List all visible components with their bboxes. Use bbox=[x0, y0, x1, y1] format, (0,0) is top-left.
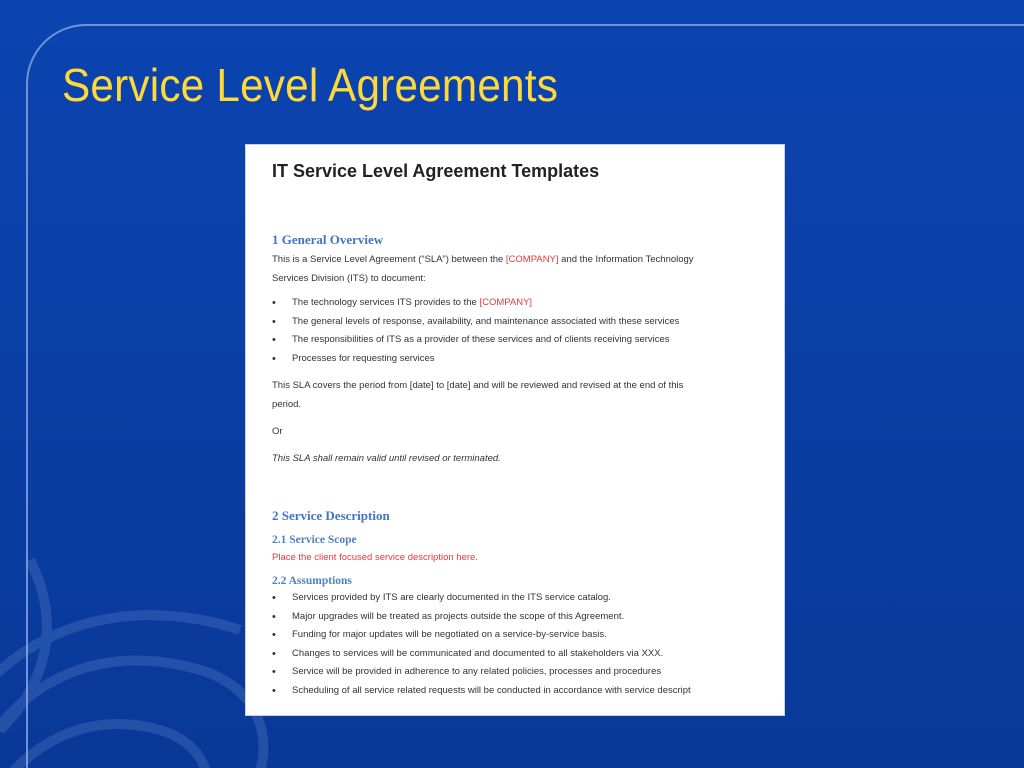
validity-note: This SLA shall remain valid until revised or terminated. bbox=[272, 453, 501, 464]
list-item: • Services provided by ITS are clearly documented in the ITS service catalog. bbox=[272, 589, 784, 608]
subsection-heading-assumptions: 2.2 Assumptions bbox=[272, 575, 352, 587]
company-placeholder: [COMPANY] bbox=[505, 254, 559, 265]
list-item: • Processes for requesting services bbox=[272, 350, 784, 369]
section-heading-service-description: 2 Service Description bbox=[272, 508, 390, 523]
document-image bbox=[246, 145, 784, 715]
section-heading-general-overview: 1 General Overview bbox=[272, 232, 384, 247]
intro-text-a: This is a Service Level Agreement (“SLA”) between the bbox=[272, 254, 506, 265]
subsection-heading-service-scope: 2.1 Service Scope bbox=[272, 534, 357, 546]
list-item: • Funding for major updates will be negotiated on a service-by-service basis. bbox=[272, 626, 784, 645]
period-line-1: This SLA covers the period from [date] to [date] and will be reviewed and revised at the end of this bbox=[272, 380, 684, 391]
list-item: • Service will be provided in adherence to any related policies, processes and procedures bbox=[272, 663, 784, 682]
list-item: • Scheduling of all service related requests will be conducted in accordance with service descript bbox=[272, 682, 784, 701]
bullet-text: The technology services ITS provides to the bbox=[292, 297, 480, 308]
slide-title: Service Level Agreements bbox=[62, 59, 559, 111]
company-placeholder: [COMPANY] bbox=[479, 297, 533, 308]
scope-placeholder-text: Place the client focused service description here. bbox=[272, 552, 478, 563]
or-text: Or bbox=[272, 426, 283, 437]
document-title: IT Service Level Agreement Templates bbox=[272, 161, 600, 181]
list-item: • The general levels of response, availability, and maintenance associated with these services bbox=[272, 313, 784, 332]
list-item: • The responsibilities of ITS as a provider of these services and of clients receiving services bbox=[272, 331, 784, 350]
period-line-2: period. bbox=[272, 399, 302, 410]
list-item bbox=[272, 294, 784, 313]
intro-text-b: and the Information Technology bbox=[558, 254, 694, 265]
assumptions-bullet-list bbox=[272, 589, 784, 700]
list-item: • Major upgrades will be treated as projects outside the scope of this Agreement. bbox=[272, 608, 784, 627]
intro-line-2: Services Division (ITS) to document: bbox=[272, 273, 426, 284]
intro-line-1 bbox=[272, 250, 784, 269]
list-item: • Changes to services will be communicated and documented to all stakeholders via XXX. bbox=[272, 645, 784, 664]
overview-bullet-list bbox=[272, 294, 784, 368]
